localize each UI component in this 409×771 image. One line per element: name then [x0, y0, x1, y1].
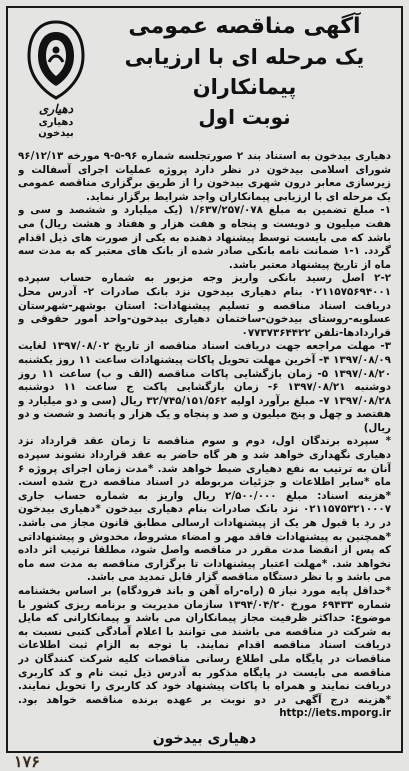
ad-titles: [98, 12, 391, 132]
ad-body: [18, 150, 391, 723]
page-number: ۱۷۶: [14, 752, 40, 771]
item-1-paragraph: ۱- مبلغ تضمین به مبلغ ۱/۶۳۷/۲۵۷/۰۷۸ (یک میلیارد و ششصد و سی و هفت میلیون و دویست و پنجاه و هفت هزار و هفتاد و هشت ریال) می باشد که می بایست توسط پیشنهاد دهنده به یکی از صورت های ذیل اقدام گردد. ۱-۱ ضمانت نامه بانکی صادر شده از بانک های معتبر که به مدت سه ماه از تاریخ پیشنهاد معتبر باشد.: [18, 204, 391, 271]
notes-paragraph-2: *حداقل پایه مورد نیاز ۵ (راه-راه آهن و باند فرودگاه) بر اساس بخشنامه شماره ۶۹۴۳۳ مورخ ۱۳۹۴/۰۴/۲۰ سازمان مدیریت و برنامه ریزی کشور با موضوع: حداکثر ظرفیت مجاز پیمانکاران می باشد و پیمانکارانی که مایل به شرکت در مناقصه می باشند می توانند با اعلام آمادگی کتبی نسبت به دریافت اسناد مناقصه اقدام نمایند. با توجه به الزام ثبت اطلاعات مناقصات در پایگاه ملی اطلاع رسانی مناقصات کلیه شرکت کنندگان در مناقصه می بایست در پایگاه مذکور به آدرس ذیل ثبت نام و کد کاربری دریافت نمایند و همراه با پاکات پیشنهاد خود کد کاربری را تحویل نمایند. *هزینه درج آگهی در دو نوبت بر عهده برنده مناقصه خواهد بود. http://iets.mporg.ir: [18, 585, 391, 720]
intro-paragraph: دهیاری بیدخون به استناد بند ۲ صورتجلسه شماره ۹۶-۵-۹ مورخه ۹۶/۱۲/۱۳ شورای اسلامی بیدخون در نظر دارد پروژه عملیات اجرای آسفالت و زیرسازی معابر درون شهری بیدخون را از طریق برگزاری مناقصه عمومی یک مرحله ای با ارزیابی پیمانکاران واجد شرایط برگزار نماید.: [18, 150, 391, 203]
item-2-paragraph: ۲-۲ اصل رسید بانکی واریز وجه مزبور به شماره حساب سپرده ۰۲۱۱۵۷۵۶۹۴۰۰۱ بنام دهیاری بیدخون نزد بانک صادرات ۲- آدرس محل دریافت اسناد مناقصه و تسلیم پیشنهادات: استان بوشهر-شهرستان عسلویه-روستای بیدخون-ساختمان دهیاری بیدخون-واحد امور حقوقی و قراردادها-تلفن ۰۷۷۳۷۳۶۴۴۲۲: [18, 272, 391, 339]
logo-caption: دهیاری بیدخون: [38, 117, 74, 139]
title-line-2: یک مرحله ای با ارزیابی: [124, 45, 365, 69]
notes-paragraph-1: * سپرده برندگان اول، دوم و سوم مناقصه تا زمان عقد قرارداد نزد دهیاری نگهداری خواهد شد و هر گاه حاضر به عقد قرارداد نشوند سپرده آنان به ترتیب به نفع دهیاری ضبط خواهد شد. *مدت زمان اجرای پروژه ۶ ماه *سایر اطلاعات و جزئیات مربوطه در اسناد مناقصه درج شده است. *هزینه اسناد: مبلغ ۲/۵۰۰/۰۰۰ ریال واریز به شماره حساب جاری ۰۲۱۱۵۷۵۳۲۱۰۰۰۷ نزد بانک صادرات بنام دهیاری بیدخون *دهیاری بیدخون در رد یا قبول هر یک از پیشنهادات ارسالی مطابق قانون مجاز می باشد. *همچنین به پیشنهادات فاقد مهر و امضاء مشروط، مخدوش و پیشنهاداتی که پس از انقضا مدت مقرر در مناقصه واصل شود، مطلقا ترتیب اثر داده نخواهد شد. *مهلت اعتبار پیشنهادات تا برگزاری مناقصه به مدت سه ماه می باشد و با نظر دستگاه مناقصه گزار قابل تمدید می باشد.: [18, 435, 391, 584]
ad-signature: دهیاری بیدخون: [152, 731, 257, 747]
logo-script-text: دهیاری: [38, 102, 74, 116]
item-3-paragraph: ۳- مهلت مراجعه جهت دریافت اسناد مناقصه از تاریخ ۱۳۹۷/۰۸/۰۲ لغایت ۱۳۹۷/۰۸/۰۹ ۴- آخرین مهلت تحویل پاکات پیشنهادات ساعت ۱۱ روز یکشنبه ۱۳۹۷/۰۸/۲۰ ۵- زمان بازگشایی پاکات مناقصه (الف و ب) ساعت ۱۱ روز دوشنبه ۱۳۹۷/۰۸/۲۱ ۶- زمان بازگشایی پاکت ج ساعت ۱۱ دوشنبه ۱۳۹۷/۰۸/۲۸ ۷- مبلغ برآورد اولیه ۳۲/۷۴۵/۱۵۱/۵۶۲ ریال (سی و دو میلیارد و هفتصد و چهل و پنج میلیون و صد و پنجاه و یک هزار و پانصد و شصت و دو ریال): [18, 340, 391, 434]
title-line-1: آگهی مناقصه عمومی: [128, 14, 361, 39]
title-line-3: پیمانکاران: [192, 75, 297, 99]
dehyari-logo: [20, 18, 92, 139]
title-line-4: نوبت اول: [198, 105, 291, 129]
ad-header: [8, 8, 401, 148]
ad-frame: [6, 6, 403, 753]
dehyari-emblem-icon: [23, 18, 89, 104]
